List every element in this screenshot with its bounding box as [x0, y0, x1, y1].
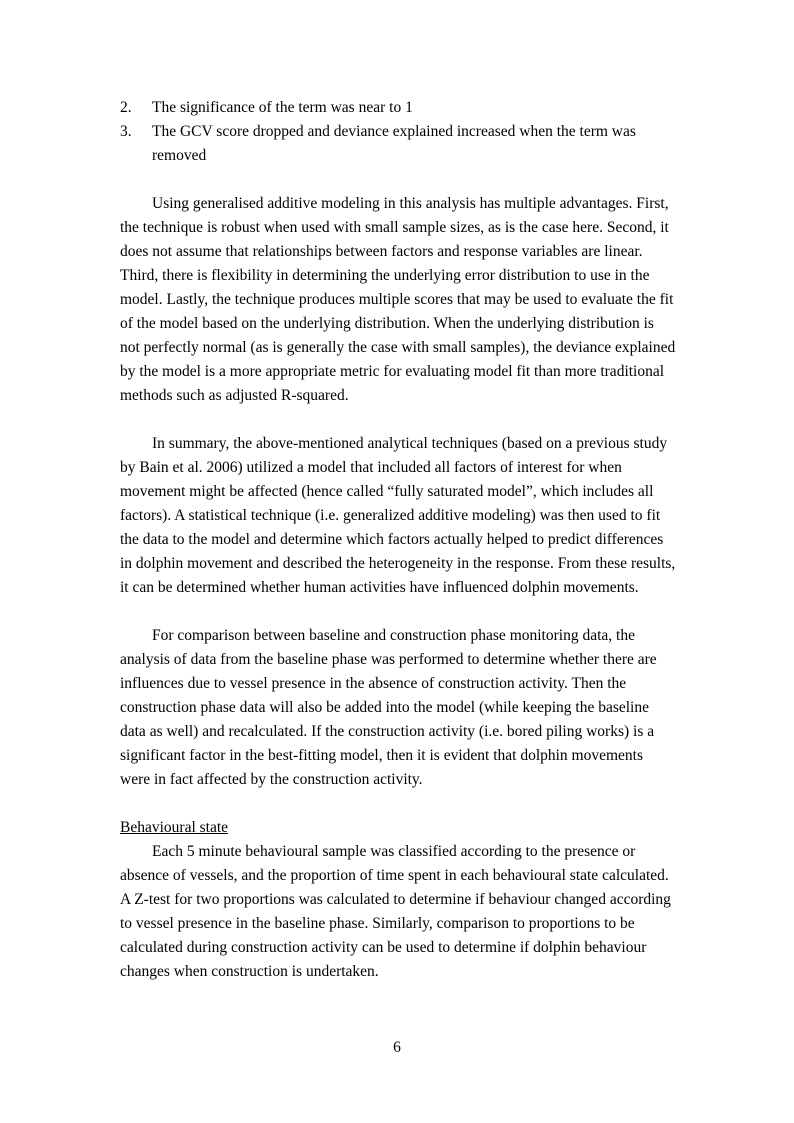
paragraph-summary: In summary, the above-mentioned analytical techniques (based on a previous study by Bain et al. 2006) utilized a model that included all factors of interest for when movement might be affected (hence called “fully saturated model”, which includes all factors). A statistical technique (i.e. generalized additive modeling) was then used to fit the data to the model and determine which factors actually helped to predict differences in dolphin movement and described the heterogeneity in the response. From these results, it can be determined whether human activities have influenced dolphin movements.: [120, 435, 676, 596]
list-item: [120, 96, 676, 120]
paragraph-advantages: Using generalised additive modeling in this analysis has multiple advantages. First, the technique is robust when used with small sample sizes, as is the case here. Second, it does not assume that relationships between factors and response variables are linear. Third, there is flexibility in determining the underlying error distribution to use in the model. Lastly, the technique produces multiple scores that may be used to evaluate the fit of the model based on the underlying distribution. When the underlying distribution is not perfectly normal (as is generally the case with small samples), the deviance explained by the model is a more appropriate metric for evaluating model fit than more traditional methods such as adjusted R-squared.: [120, 195, 676, 404]
list-item-text: The significance of the term was near to 1: [152, 99, 413, 116]
list-item-text: The GCV score dropped and deviance explained increased when the term was removed: [152, 123, 636, 164]
list-item-number: 2.: [120, 99, 132, 116]
paragraph-comparison: For comparison between baseline and construction phase monitoring data, the analysis of data from the baseline phase was performed to determine whether there are influences due to vessel presence in the absence of construction activity. Then the construction phase data will also be added into the model (while keeping the baseline data as well) and recalculated. If the construction activity (i.e. bored piling works) is a significant factor in the best-fitting model, then it is evident that dolphin movements were in fact affected by the construction activity.: [120, 627, 657, 788]
section-heading-behavioural-state: Behavioural state: [120, 819, 229, 836]
list-item: [120, 120, 676, 168]
list-item-number: 3.: [120, 123, 132, 140]
page-content: [120, 96, 676, 984]
page-number: 6: [393, 1039, 401, 1056]
paragraph-behavioural-state: Each 5 minute behavioural sample was classified according to the presence or absence of vessels, and the proportion of time spent in each behavioural state calculated. A Z-test for two proportions was calculated to determine if behaviour changed according to vessel presence in the baseline phase. Similarly, comparison to proportions to be calculated during construction activity can be used to determine if dolphin behaviour changes when construction is undertaken.: [120, 843, 671, 980]
criteria-list: [120, 96, 676, 168]
